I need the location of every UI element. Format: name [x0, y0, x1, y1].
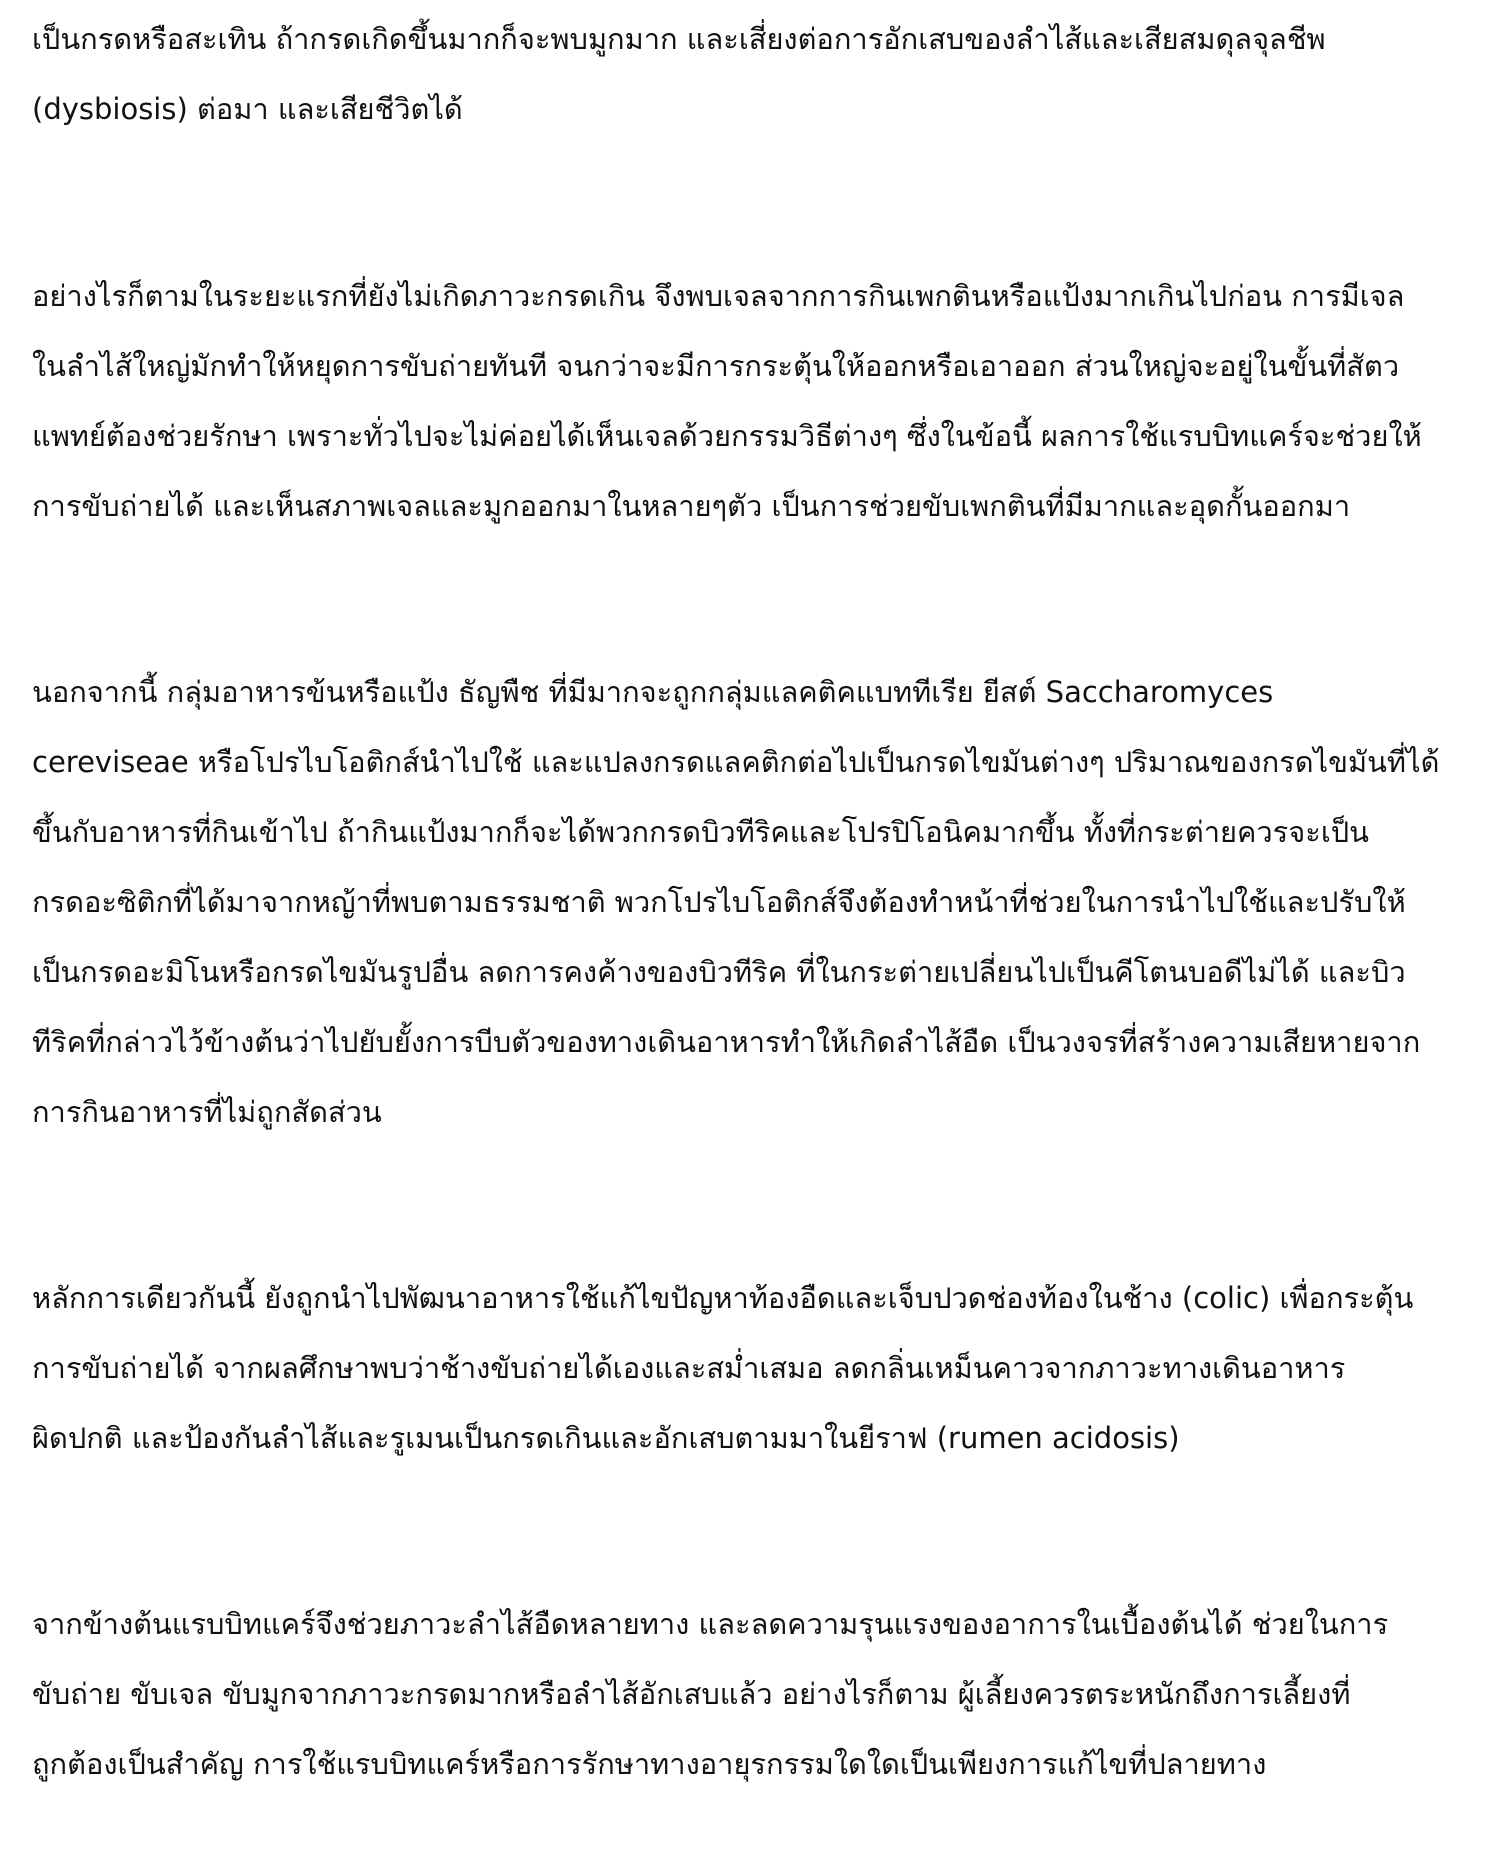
paragraph-dysbiosis-intro [32, 4, 1472, 144]
text-line: ขับถ่าย ขับเจล ขับมูกจากภาวะกรดมากหรือลำไส้อักเสบแล้ว อย่างไรก็ตาม ผู้เลี้ยงควรตระหนักถึงการเลี้ยงที่ [32, 1677, 1351, 1711]
text-line: เป็นกรดหรือสะเทิน ถ้ากรดเกิดขึ้นมากก็จะพบมูกมาก และเสี่ยงต่อการอักเสบของลำไส้และเสียสมดุลจุลชีพ [32, 22, 1326, 56]
text-line: เป็นกรดอะมิโนหรือกรดไขมันรูปอื่น ลดการคงค้างของบิวทีริค ที่ในกระต่ายเปลี่ยนไปเป็นคีโตนบอดีไม่ได้ และบิว [32, 955, 1406, 989]
paragraph-elephant-giraffe [32, 1263, 1472, 1473]
text-line: การขับถ่ายได้ และเห็นสภาพเจลและมูกออกมาในหลายๆตัว เป็นการช่วยขับเพกตินที่มีมากและอุดกั้นออกมา [32, 489, 1351, 523]
text-line: cereviseae หรือโปรไบโอติกส์นำไปใช้ และแปลงกรดแลคติกต่อไปเป็นกรดไขมันต่างๆ ปริมาณของกรดไขมันที่ได้ [32, 745, 1440, 779]
text-line: ผิดปกติ และป้องกันลำไส้และรูเมนเป็นกรดเกินและอักเสบตามมาในยีราฟ (rumen acidosis) [32, 1421, 1180, 1455]
text-line: การขับถ่ายได้ จากผลศึกษาพบว่าช้างขับถ่ายได้เองและสม่ำเสมอ ลดกลิ่นเหม็นคาวจากภาวะทางเดินอาหาร [32, 1351, 1346, 1385]
paragraph-conclusion [32, 1589, 1472, 1799]
text-line: (dysbiosis) ต่อมา และเสียชีวิตได้ [32, 92, 463, 126]
text-line: อย่างไรก็ตามในระยะแรกที่ยังไม่เกิดภาวะกรดเกิน จึงพบเจลจากการกินเพกตินหรือแป้งมากเกินไปก่อน การมีเจล [32, 279, 1405, 313]
text-line: ถูกต้องเป็นสำคัญ การใช้แรบบิทแคร์หรือการรักษาทางอายุรกรรมใดใดเป็นเพียงการแก้ไขที่ปลายทาง [32, 1747, 1267, 1781]
text-line: หลักการเดียวกันนี้ ยังถูกนำไปพัฒนาอาหารใช้แก้ไขปัญหาท้องอืดและเจ็บปวดช่องท้องในช้าง (colic) เพื่อกระตุ้น [32, 1281, 1414, 1315]
text-line: แพทย์ต้องช่วยรักษา เพราะทั่วไปจะไม่ค่อยได้เห็นเจลด้วยกรรมวิธีต่างๆ ซึ่งในข้อนี้ ผลการใช้แรบบิทแคร์จะช่วยให้ [32, 419, 1422, 453]
text-line: ทีริคที่กล่าวไว้ข้างต้นว่าไปยับยั้งการบีบตัวของทางเดินอาหารทำให้เกิดลำไส้อืด เป็นวงจรที่สร้างความเสียหายจาก [32, 1025, 1421, 1059]
paragraph-starch-fermentation [32, 657, 1472, 1147]
text-line: นอกจากนี้ กลุ่มอาหารข้นหรือแป้ง ธัญพืช ที่มีมากจะถูกกลุ่มแลคติคแบททีเรีย ยีสต์ Saccharomyces [32, 675, 1274, 709]
text-line: ขึ้นกับอาหารที่กินเข้าไป ถ้ากินแป้งมากก็จะได้พวกกรดบิวทีริคและโปรปิโอนิคมากขึ้น ทั้งที่กระต่ายควรจะเป็น [32, 815, 1369, 849]
text-line: ในลำไส้ใหญ่มักทำให้หยุดการขับถ่ายทันที จนกว่าจะมีการกระตุ้นให้ออกหรือเอาออก ส่วนใหญ่จะอยู่ในขั้นที่สัตว [32, 349, 1400, 383]
text-line: การกินอาหารที่ไม่ถูกสัดส่วน [32, 1095, 382, 1129]
paragraph-gel-early-stage [32, 261, 1472, 541]
text-line: กรดอะซิติกที่ได้มาจากหญ้าที่พบตามธรรมชาติ พวกโปรไบโอติกส์จึงต้องทำหน้าที่ช่วยในการนำไปใช้และปรับให้ [32, 885, 1406, 919]
text-line: จากข้างต้นแรบบิทแคร์จึงช่วยภาวะลำไส้อืดหลายทาง และลดความรุนแรงของอาการในเบื้องต้นได้ ช่วยในการ [32, 1607, 1389, 1641]
